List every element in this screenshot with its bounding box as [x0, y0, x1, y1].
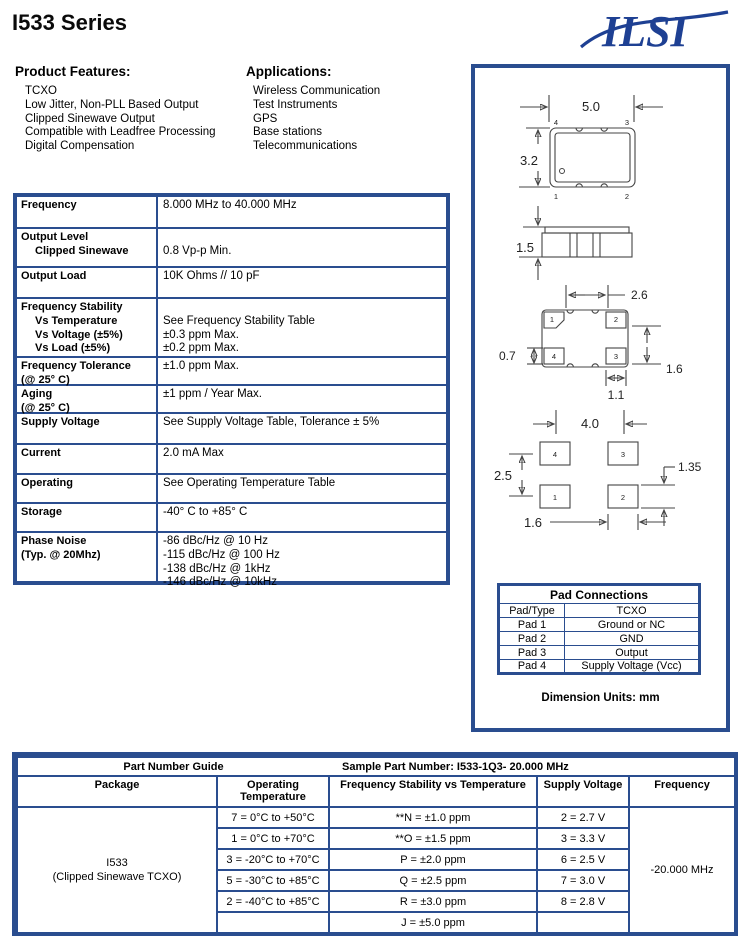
svg-text:1: 1 — [549, 315, 555, 324]
svg-text:3: 3 — [620, 450, 626, 459]
spec-label: Frequency Tolerance — [21, 360, 131, 372]
dim-bottom-pitch: 2.6 — [631, 288, 648, 302]
application-item: Wireless Communication — [253, 85, 381, 97]
connection-cell: Output — [565, 646, 700, 660]
package-description: (Clipped Sinewave TCXO) — [52, 871, 182, 883]
pad-cell: Pad 2 — [499, 632, 565, 646]
spec-value: -115 dBc/Hz @ 100 Hz — [163, 548, 280, 561]
col-header-supply-voltage: Supply Voltage — [537, 776, 629, 807]
operating-temp-cell: 3 = -20°C to +70°C — [217, 849, 329, 870]
application-item: Base stations — [253, 126, 323, 139]
spec-value: ±0.2 ppm Max. — [163, 342, 239, 355]
dim-bottom-pad-height: 0.7 — [499, 349, 516, 363]
package-name: I533 — [106, 857, 128, 869]
spec-label: Frequency — [21, 199, 77, 211]
logo-text: ILSI — [602, 7, 688, 56]
spec-row-output-level — [17, 227, 446, 266]
stability-cell: P = ±2.0 ppm — [329, 849, 537, 870]
supply-voltage-cell: 7 = 3.0 V — [537, 870, 629, 891]
spec-label: Current — [21, 447, 61, 459]
spec-label: Output Level — [21, 231, 89, 243]
side-view-drawing — [516, 206, 632, 280]
supply-voltage-cell: 6 = 2.5 V — [537, 849, 629, 870]
spec-sublabel: (@ 25° C) — [21, 373, 70, 386]
svg-text:3: 3 — [624, 118, 630, 127]
spec-sublabel: (@ 25° C) — [21, 401, 70, 414]
pad-connection-row — [499, 618, 700, 632]
svg-text:2: 2 — [613, 315, 619, 324]
feature-item: Low Jitter, Non-PLL Based Output — [25, 98, 199, 111]
spec-value: ±0.3 ppm Max. — [163, 328, 239, 341]
stability-cell: R = ±3.0 ppm — [329, 891, 537, 912]
pad-connection-row — [499, 604, 700, 618]
spec-row-frequency — [17, 197, 446, 227]
ilsi-logo — [580, 0, 730, 58]
part-number-guide-title: Part Number Guide — [17, 757, 329, 776]
pad-cell: Pad 4 — [499, 660, 565, 674]
part-number-row — [17, 807, 735, 828]
application-item: GPS — [253, 112, 278, 125]
package-cell — [17, 807, 217, 933]
dim-land-pad-width: 1.6 — [523, 515, 543, 530]
operating-temp-cell: 7 = 0°C to +50°C — [217, 807, 329, 828]
applications-list — [253, 85, 380, 154]
spec-label: Supply Voltage — [21, 416, 100, 428]
dim-top-width: 5.0 — [581, 99, 601, 114]
dim-side-thickness: 1.5 — [515, 240, 535, 255]
spec-value: See Frequency Stability Table — [163, 314, 315, 327]
pad-connections-title: Pad Connections — [499, 585, 700, 604]
dim-land-pad-height: 1.35 — [678, 460, 702, 474]
land-pattern-drawing — [494, 410, 702, 530]
dim-bottom-pad-width: 1.1 — [607, 388, 625, 402]
connection-cell: Ground or NC — [565, 618, 700, 632]
top-view-drawing — [519, 95, 663, 201]
spec-value: See Supply Voltage Table, Tolerance ± 5% — [163, 416, 380, 428]
spec-row-current — [17, 443, 446, 473]
stability-cell: **N = ±1.0 ppm — [329, 807, 537, 828]
svg-text:2: 2 — [620, 493, 626, 502]
col-header-frequency: Frequency — [629, 776, 735, 807]
spec-row-operating — [17, 473, 446, 502]
spec-sublabel: Vs Voltage (±5%) — [35, 328, 123, 341]
svg-text:1: 1 — [553, 192, 559, 201]
stability-cell: J = ±5.0 ppm — [329, 912, 537, 933]
operating-temp-cell: 1 = 0°C to +70°C — [217, 828, 329, 849]
spec-row-frequency-tolerance — [17, 356, 446, 384]
feature-item: TCXO — [25, 85, 57, 97]
spec-value: See Operating Temperature Table — [163, 477, 336, 489]
operating-temp-cell: 5 = -30°C to +85°C — [217, 870, 329, 891]
spec-value: 2.0 mA Max — [163, 447, 224, 459]
spec-table — [13, 193, 450, 589]
frequency-cell: -20.000 MHz — [629, 807, 735, 933]
stability-cell: **O = ±1.5 ppm — [329, 828, 537, 849]
supply-voltage-cell: 2 = 2.7 V — [537, 807, 629, 828]
bottom-view-drawing — [499, 285, 683, 402]
stability-cell: Q = ±2.5 ppm — [329, 870, 537, 891]
spec-row-storage — [17, 502, 446, 531]
dimension-units-note: Dimension Units: mm — [541, 692, 660, 704]
svg-text:4: 4 — [553, 118, 559, 127]
svg-text:2: 2 — [624, 192, 630, 201]
spec-value: ±1 ppm / Year Max. — [163, 388, 263, 400]
col-header-operating-temperature: Operating Temperature — [217, 776, 329, 807]
page-title: I533 Series — [12, 10, 127, 35]
spec-row-frequency-stability — [17, 297, 446, 356]
product-features-list — [25, 85, 216, 154]
feature-item: Compatible with Leadfree Processing — [25, 126, 216, 139]
supply-voltage-cell: 3 = 3.3 V — [537, 828, 629, 849]
connection-cell: GND — [565, 632, 700, 646]
operating-temp-cell: 2 = -40°C to +85°C — [217, 891, 329, 912]
col-header-package: Package — [17, 776, 217, 807]
application-item: Telecommunications — [253, 140, 358, 153]
pad-cell: Pad 3 — [499, 646, 565, 660]
svg-text:4: 4 — [551, 352, 557, 361]
spec-value: 8.000 MHz to 40.000 MHz — [163, 199, 297, 211]
spec-sublabel: Vs Temperature — [35, 314, 118, 327]
pad-connection-row — [499, 660, 700, 674]
spec-label: Output Load — [21, 270, 87, 282]
spec-label: Aging — [21, 388, 53, 400]
spec-row-phase-noise — [17, 531, 446, 589]
dim-land-height: 2.5 — [493, 468, 513, 483]
sample-part-number: Sample Part Number: I533-1Q3- 20.000 MHz — [329, 757, 735, 776]
column-header-row — [17, 776, 735, 807]
pad-connection-row — [499, 632, 700, 646]
product-features-heading: Product Features: — [15, 64, 131, 79]
spec-row-supply-voltage — [17, 412, 446, 443]
svg-text:4: 4 — [552, 450, 558, 459]
col-header-frequency-stability: Frequency Stability vs Temperature — [329, 776, 537, 807]
pad-cell: Pad/Type — [499, 604, 565, 618]
dim-land-width: 4.0 — [580, 416, 600, 431]
pad-connection-row — [499, 646, 700, 660]
applications-heading: Applications: — [246, 64, 332, 79]
package-drawing-panel — [471, 64, 730, 732]
spec-value: 0.8 Vp-p Min. — [163, 244, 232, 257]
spec-value: -138 dBc/Hz @ 1kHz — [163, 562, 271, 575]
part-number-guide — [12, 752, 738, 936]
spec-value: -40° C to +85° C — [163, 506, 248, 518]
feature-item: Digital Compensation — [25, 140, 135, 153]
spec-value: 10K Ohms // 10 pF — [163, 270, 260, 282]
svg-text:3: 3 — [613, 352, 619, 361]
feature-item: Clipped Sinewave Output — [25, 112, 155, 125]
spec-value: -146 dBc/Hz @ 10kHz — [163, 576, 277, 589]
dim-bottom-row-pitch: 1.6 — [666, 362, 683, 376]
spec-value: ±1.0 ppm Max. — [163, 360, 239, 372]
application-item: Test Instruments — [253, 98, 338, 111]
supply-voltage-cell: 8 = 2.8 V — [537, 891, 629, 912]
svg-text:1: 1 — [552, 493, 558, 502]
spec-row-output-load — [17, 266, 446, 297]
connection-cell: TCXO — [565, 604, 700, 618]
spec-sublabel: Vs Load (±5%) — [35, 342, 111, 355]
spec-row-aging — [17, 384, 446, 412]
spec-label: Storage — [21, 506, 62, 518]
spec-label: Phase Noise — [21, 535, 87, 547]
spec-label: Operating — [21, 477, 73, 489]
pad-connections-table — [497, 583, 701, 675]
spec-label: Frequency Stability — [21, 301, 123, 313]
spec-sublabel: (Typ. @ 20Mhz) — [21, 548, 101, 561]
pad-cell: Pad 1 — [499, 618, 565, 632]
spec-value — [163, 301, 444, 315]
spec-sublabel: Clipped Sinewave — [35, 244, 129, 257]
dim-top-height: 3.2 — [519, 153, 539, 168]
package-drawings — [475, 68, 726, 543]
operating-temp-cell — [217, 912, 329, 933]
connection-cell: Supply Voltage (Vcc) — [565, 660, 700, 674]
spec-value: -86 dBc/Hz @ 10 Hz — [163, 535, 268, 547]
supply-voltage-cell — [537, 912, 629, 933]
spec-value — [163, 231, 444, 245]
